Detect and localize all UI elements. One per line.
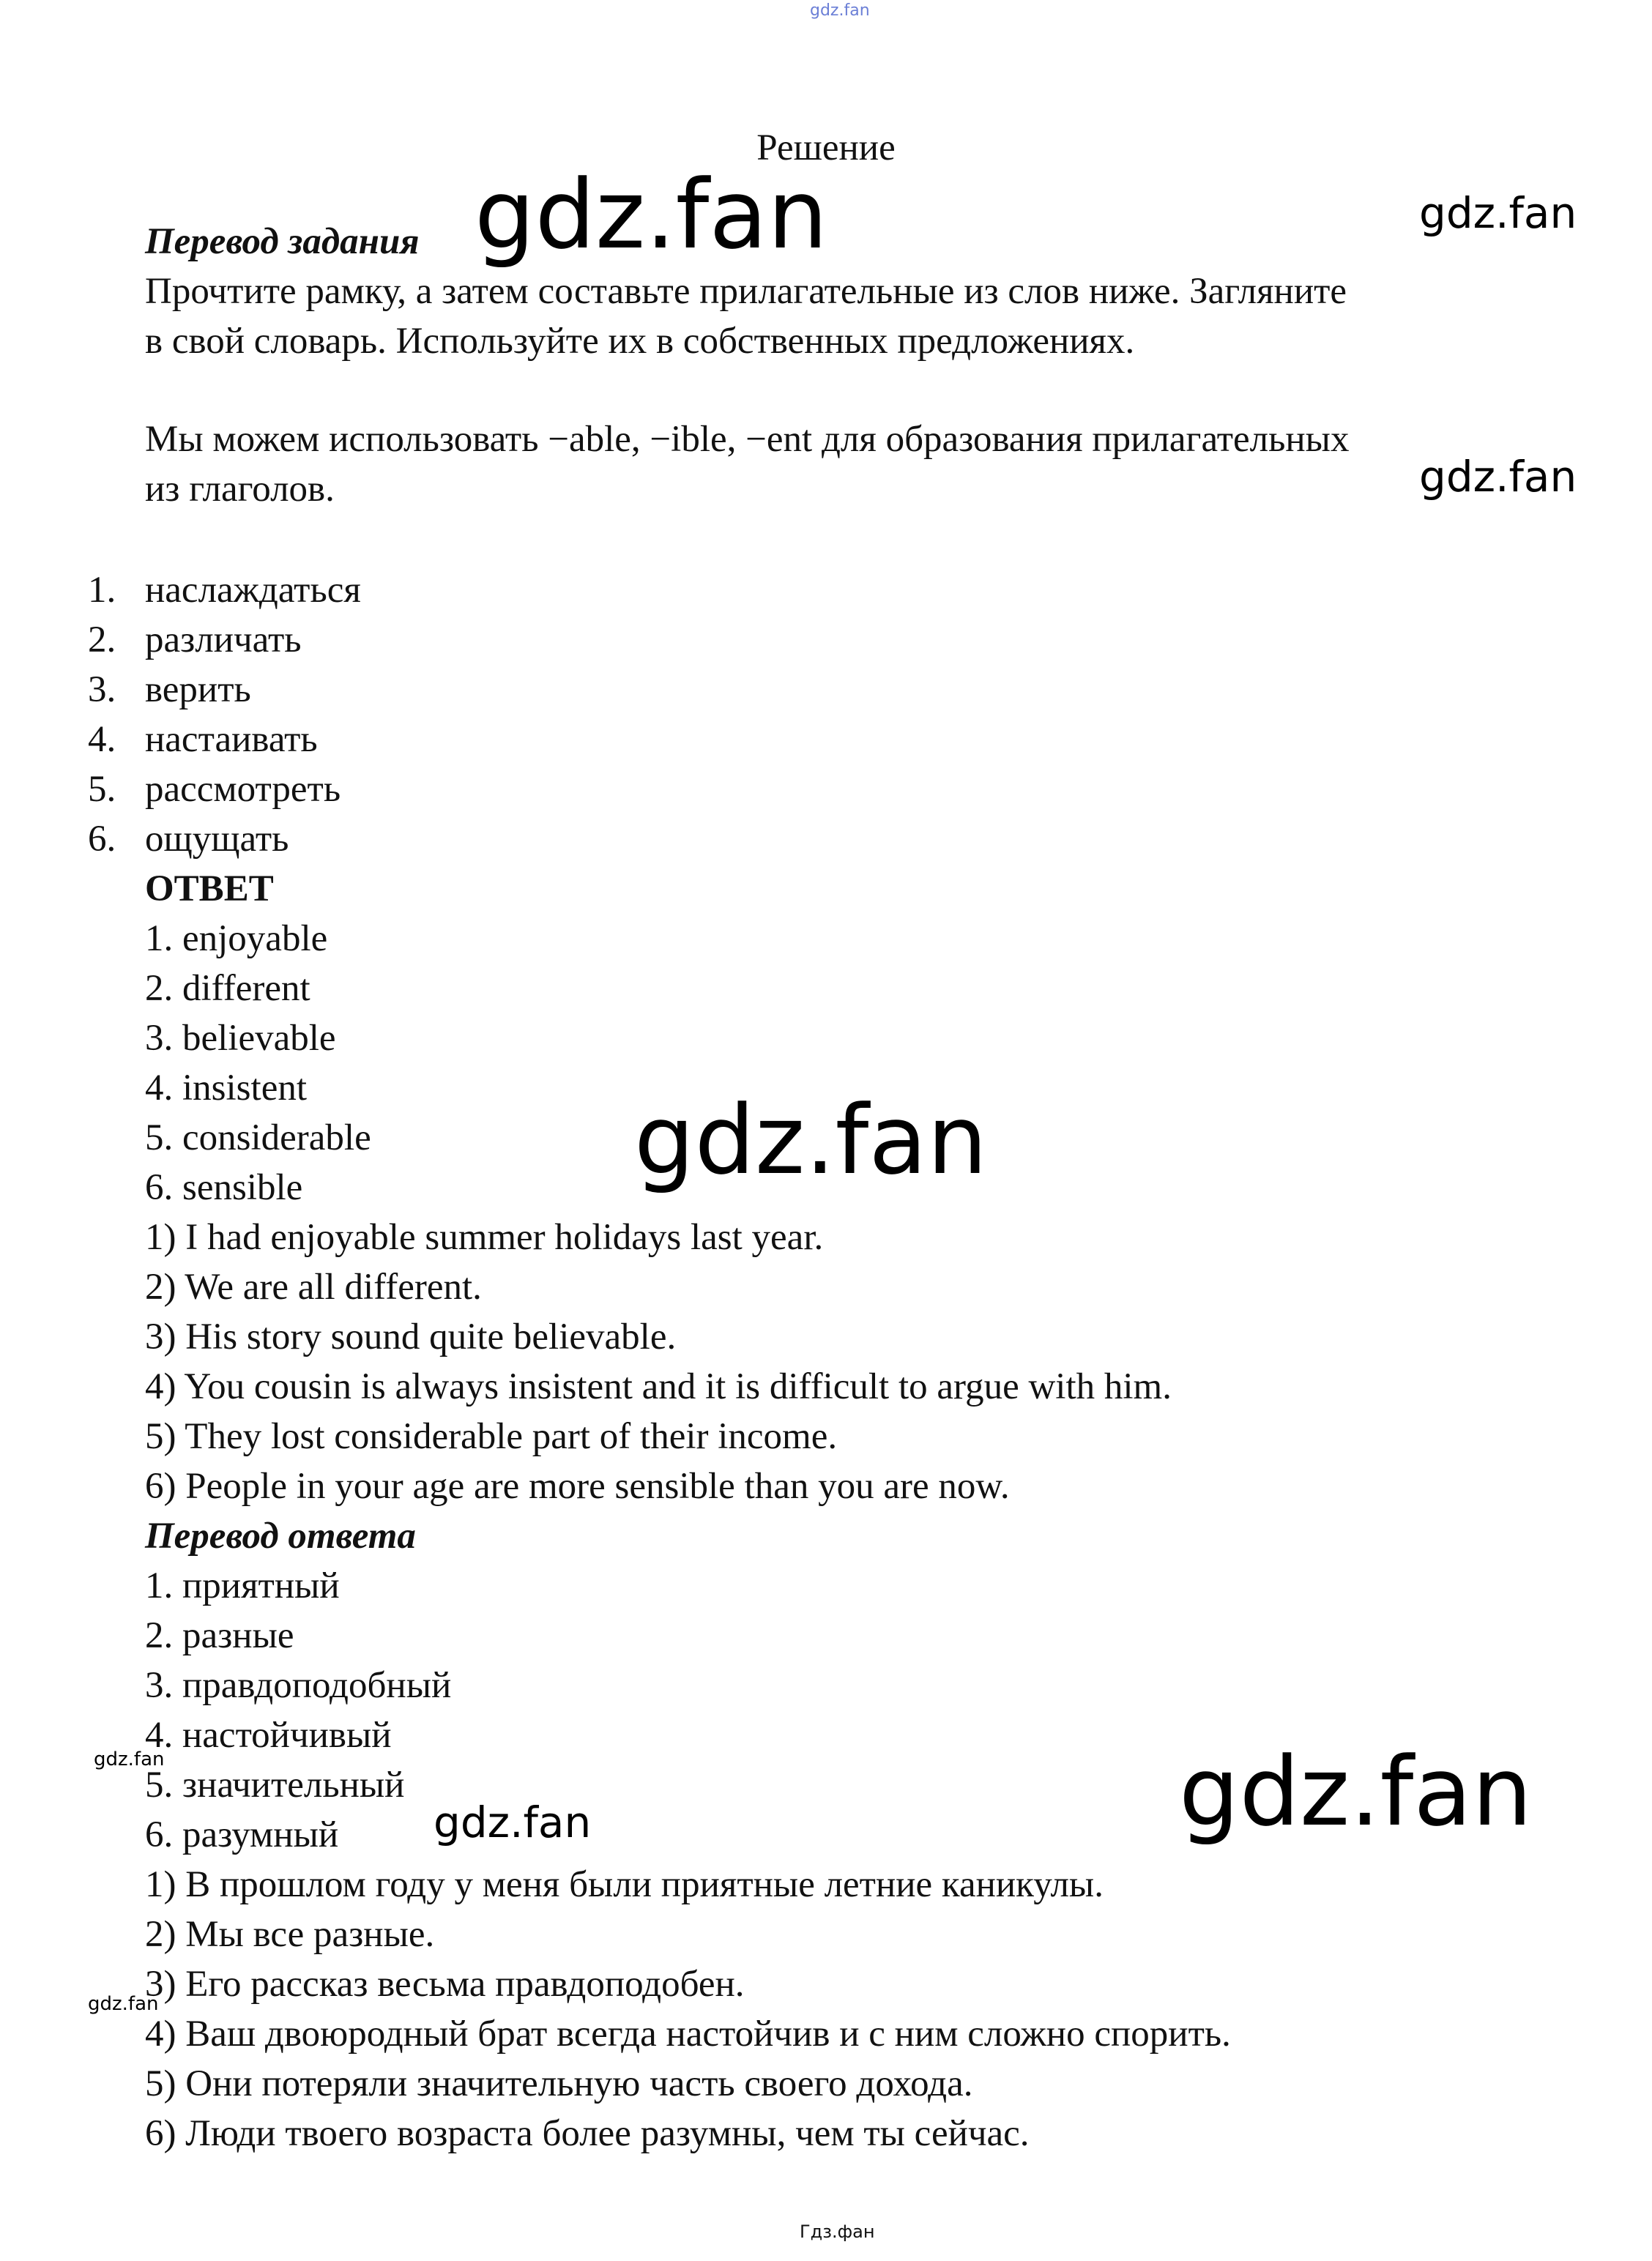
word-number: 6. [88,819,116,860]
word-item: настаивать [145,719,318,760]
answer-sentence: 5) They lost considerable part of their income. [145,1416,838,1457]
answer-item: 1. enjoyable [145,918,328,959]
answer-item: 6. sensible [145,1167,303,1208]
answer-sentence: 3) His story sound quite believable. [145,1316,677,1357]
task-line: Прочтите рамку, а затем составьте прилагательные из слов ниже. Загляните [145,271,1347,312]
word-item: верить [145,669,251,710]
page-footer: Гдз.фан [800,2221,875,2242]
translation-item: 1. приятный [145,1565,340,1606]
answer-item: 2. different [145,968,310,1009]
translation-sentence: 2) Мы все разные. [145,1914,435,1955]
word-number: 4. [88,719,116,760]
answer-sentence: 6) People in your age are more sensible than you are now. [145,1466,1010,1507]
watermark-right-1: gdz.fan [1419,188,1577,238]
task-line: из глаголов. [145,469,335,510]
watermark-right-large: gdz.fan [1179,1736,1533,1847]
page-heading: Решение [756,127,896,168]
word-number: 1. [88,570,116,611]
translation-sentence: 1) В прошлом году у меня были приятные летние каникулы. [145,1864,1104,1905]
answer-translation-title: Перевод ответа [145,1516,416,1557]
translation-item: 4. настойчивый [145,1715,392,1756]
word-number: 5. [88,769,116,810]
task-translation-title: Перевод задания [145,221,420,262]
watermark-top: gdz.fan [810,1,870,20]
answer-item: 5. considerable [145,1117,371,1158]
answer-item: 3. believable [145,1018,336,1059]
answer-sentence: 1) I had enjoyable summer holidays last year. [145,1217,824,1258]
task-line: Мы можем использовать −able, −ible, −ent для образования прилагательных [145,419,1350,460]
translation-item: 5. значительный [145,1765,405,1806]
watermark-title: gdz.fan [475,159,828,270]
answer-title: ОТВЕТ [145,868,274,909]
watermark-left-1: gdz.fan [94,1748,165,1770]
word-item: различать [145,619,302,660]
answer-item: 4. insistent [145,1068,308,1109]
watermark-right-2: gdz.fan [1419,452,1577,502]
watermark-mid: gdz.fan [434,1798,592,1847]
word-item: рассмотреть [145,769,341,810]
watermark-left-2: gdz.fan [88,1993,159,2015]
answer-sentence: 2) We are all different. [145,1267,482,1308]
word-item: наслаждаться [145,570,361,611]
word-number: 3. [88,669,116,710]
translation-item: 2. разные [145,1615,294,1656]
translation-sentence: 5) Они потеряли значительную часть своего дохода. [145,2063,973,2104]
translation-sentence: 4) Ваш двоюродный брат всегда настойчив и с ним сложно спорить. [145,2014,1231,2055]
answer-sentence: 4) You cousin is always insistent and it is difficult to argue with him. [145,1366,1172,1407]
translation-sentence: 3) Его рассказ весьма правдоподобен. [145,1964,745,2005]
word-item: ощущать [145,819,289,860]
translation-item: 3. правдоподобный [145,1665,452,1706]
word-number: 2. [88,619,116,660]
translation-item: 6. разумный [145,1814,339,1855]
translation-sentence: 6) Люди твоего возраста более разумны, чем ты сейчас. [145,2113,1030,2154]
task-line: в свой словарь. Используйте их в собственных предложениях. [145,321,1135,362]
watermark-center: gdz.fan [634,1084,988,1196]
